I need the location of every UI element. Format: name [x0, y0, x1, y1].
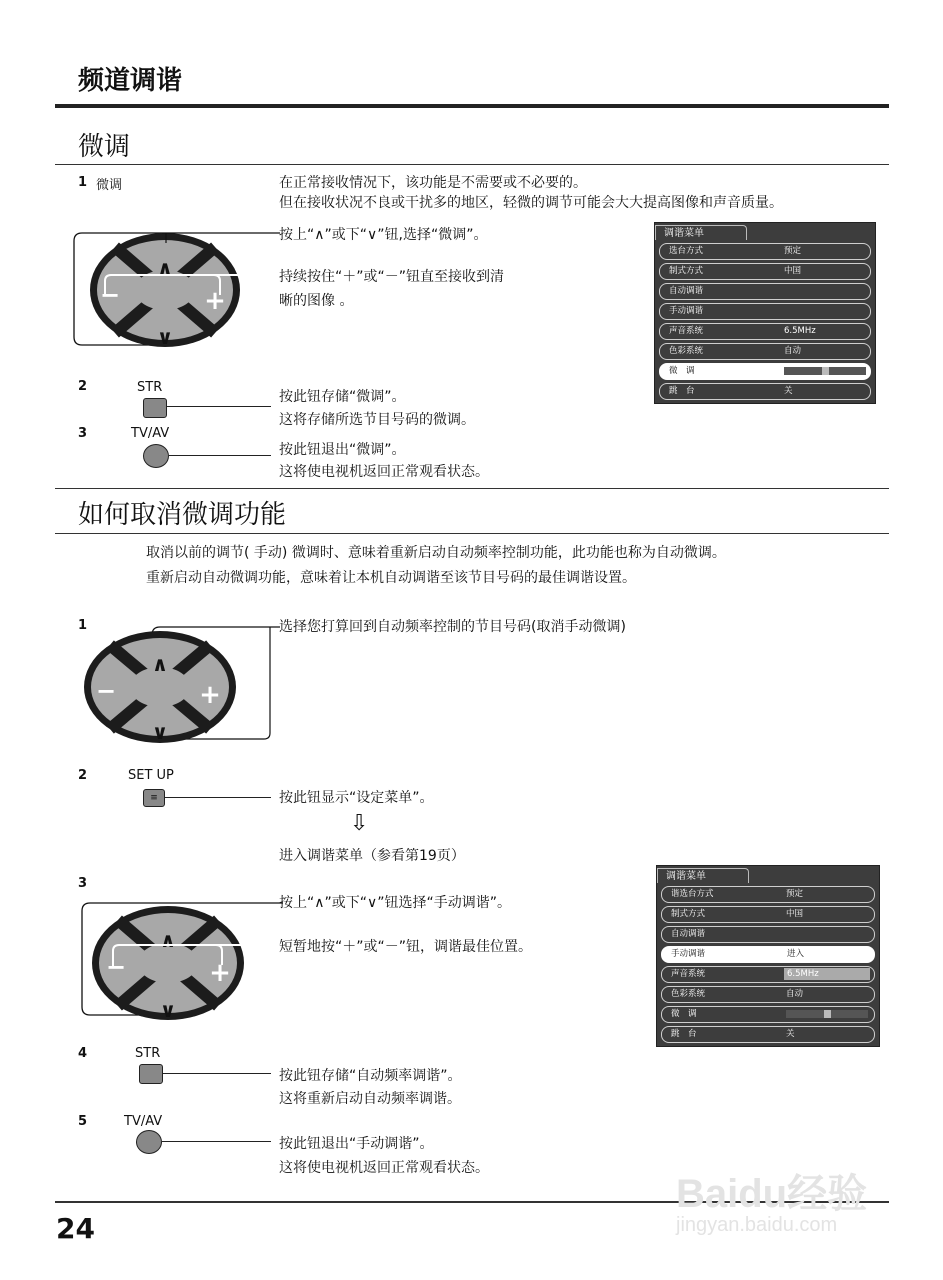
menu-row: 色彩系统 自动 [659, 343, 871, 360]
tuning-menu-screen [654, 222, 876, 404]
plus-key-icon: + [199, 680, 221, 710]
instruction-text: 短暂地按“＋”或“－”钮，调谐最佳位置。 [279, 939, 533, 955]
intro-line: 但在接收状况不良或干扰多的地区，轻微的调节可能会大大提高图像和声音质量。 [279, 195, 783, 211]
intro-line: 重新启动自动微调功能，意味着让本机自动调谐至该节目号码的最佳调谐设置。 [146, 570, 636, 586]
menu-row: 自动调谐 [661, 926, 875, 943]
menu-row: 制式方式 中国 [659, 263, 871, 280]
intro-line: 取消以前的调节( 手动) 微调时、意味着重新启动自动频率控制功能，此功能也称为自动微调。 [146, 545, 726, 561]
down-key-icon: ∨ [159, 998, 177, 1022]
step-number: 3 [78, 426, 88, 441]
up-key-icon: ∧ [156, 256, 174, 280]
setup-text: 按此钮显示“设定菜单”。 [279, 790, 434, 806]
step-number: 2 [78, 379, 88, 394]
str-button [139, 1064, 163, 1084]
str-button-label: STR [135, 1046, 161, 1061]
menu-row-selected: 微 调 [659, 363, 871, 380]
up-key-icon: ∧ [151, 652, 169, 676]
header-rule [55, 104, 889, 108]
menu-row-selected: 手动调谐 进入 [661, 946, 875, 963]
menu-row: 制式方式 中国 [661, 906, 875, 923]
setup-button-label: SET UP [128, 768, 174, 783]
baidu-watermark-logo: Baidu经验 [676, 1172, 868, 1216]
tvav-button [143, 444, 169, 468]
plus-key-icon: + [209, 958, 231, 988]
setup-menu-icon: ≡ [143, 789, 165, 807]
instruction-text: 晰的图像 。 [279, 293, 354, 309]
menu-row: 微 调 [661, 1006, 875, 1023]
menu-title: 调谐菜单 [655, 225, 747, 240]
menu-row: 跳 台 关 [659, 383, 871, 400]
tvav-button-label: TV/AV [131, 426, 170, 441]
minus-key-icon: − [105, 953, 127, 981]
remote-direction-pad [78, 893, 283, 1028]
store-text: 这将存储所选节目号码的微调。 [279, 412, 475, 428]
tvav-button-label: TV/AV [124, 1114, 163, 1129]
menu-row: 选台方式 预定 [659, 243, 871, 260]
section-rule [55, 488, 889, 489]
up-key-icon: ∧ [159, 928, 177, 952]
step-number: 3 [78, 876, 88, 891]
store-text: 按此钮存储“自动频率调谐”。 [279, 1068, 462, 1084]
fine-tune-bar [786, 1010, 868, 1018]
exit-text: 按此钮退出“微调”。 [279, 442, 406, 458]
menu-row: 色彩系统 自动 [661, 986, 875, 1003]
instruction-text: 按上“∧”或下“∨”钮选择“手动调谐”。 [279, 895, 512, 911]
str-button [143, 398, 167, 418]
section-title-fine-tune: 微调 [78, 132, 131, 162]
minus-key-icon: − [95, 677, 117, 705]
step-number: 4 [78, 1046, 88, 1061]
section-rule [55, 533, 889, 534]
step-number: 5 [78, 1114, 88, 1129]
enter-menu-text: 进入调谐菜单（参看第19页） [279, 848, 465, 864]
down-arrow-icon: ⇩ [350, 811, 369, 836]
page-title: 频道调谐 [78, 66, 183, 96]
page-number: 24 [56, 1212, 95, 1245]
step-label: 微调 [96, 178, 123, 193]
intro-line: 在正常接收情况下，该功能是不需要或不必要的。 [279, 175, 587, 191]
remote-direction-pad [80, 615, 280, 745]
str-button-label: STR [137, 380, 163, 395]
minus-key-icon: − [99, 281, 121, 309]
menu-row: 跳 台 关 [661, 1026, 875, 1043]
tvav-button [136, 1130, 162, 1154]
menu-row: 手动调谐 [659, 303, 871, 320]
section-title-cancel-fine-tune: 如何取消微调功能 [78, 500, 287, 530]
instruction-text: 按上“∧”或下“∨”钮,选择“微调”。 [279, 227, 488, 243]
exit-text: 这将使电视机返回正常观看状态。 [279, 464, 489, 480]
menu-row: 声音系统 6.5MHz [661, 966, 875, 983]
remote-direction-pad [70, 225, 280, 355]
down-key-icon: ∨ [151, 720, 169, 744]
instruction-text: 选择您打算回到自动频率控制的节目号码(取消手动微调) [279, 619, 626, 635]
watermark-url: jingyan.baidu.com [676, 1214, 838, 1236]
step-number: 2 [78, 768, 88, 783]
exit-text: 这将使电视机返回正常观看状态。 [279, 1160, 489, 1176]
store-text: 按此钮存储“微调”。 [279, 389, 406, 405]
section-rule [55, 164, 889, 165]
menu-row: 声音系统 6.5MHz [659, 323, 871, 340]
store-text: 这将重新启动自动频率调谐。 [279, 1091, 461, 1107]
tuning-menu-screen [656, 865, 880, 1047]
fine-tune-bar [784, 367, 866, 375]
step-number: 1 [78, 175, 88, 190]
instruction-text: 持续按住“＋”或“－”钮直至接收到清 [279, 269, 505, 285]
down-key-icon: ∨ [156, 325, 174, 349]
plus-key-icon: + [204, 286, 226, 316]
step-number: 1 [78, 618, 88, 633]
menu-row: 谐选台方式 预定 [661, 886, 875, 903]
menu-title: 调谐菜单 [657, 868, 749, 883]
menu-row: 自动调谐 [659, 283, 871, 300]
exit-text: 按此钮退出“手动调谐”。 [279, 1136, 434, 1152]
